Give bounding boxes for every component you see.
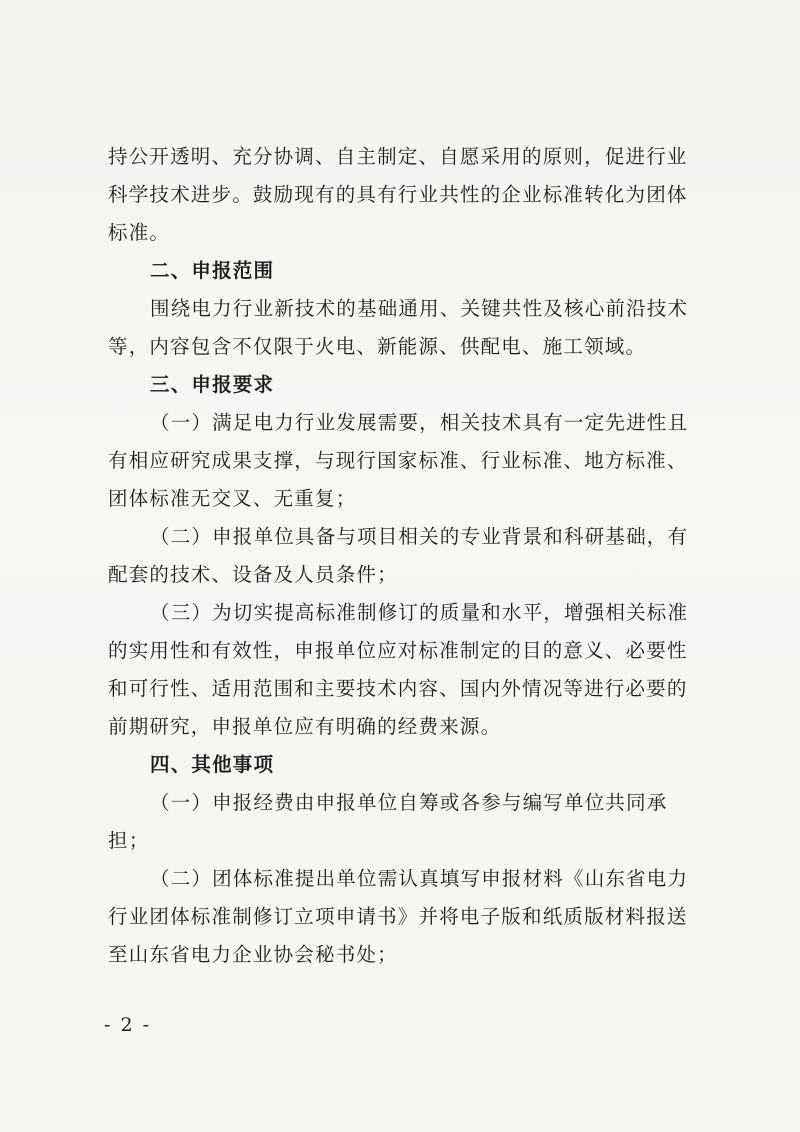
section-heading-other: 四、其他事项 bbox=[150, 753, 275, 776]
section-heading-requirements: 三、申报要求 bbox=[150, 373, 275, 396]
document-body bbox=[108, 138, 708, 974]
paragraph-scope: 围绕电力行业新技术的基础通用、关键共性及核心前沿技术等，内容包含不仅限于火电、新能源、供配电、施工领域。 bbox=[108, 297, 689, 358]
paragraph-other-2: （二）团体标准提出单位需认真填写申报材料《山东省电力行业团体标准制修订立项申请书》并将电子版和纸质版材料报送至山东省电力企业协会秘书处； bbox=[108, 867, 689, 966]
paragraph-requirement-1: （一）满足电力行业发展需要，相关技术具有一定先进性且有相应研究成果支撑，与现行国家标准、行业标准、地方标准、团体标准无交叉、无重复； bbox=[108, 411, 689, 510]
paragraph-other-1: （一）申报经费由申报单位自筹或各参与编写单位共同承担； bbox=[108, 791, 668, 852]
page-number: - 2 - bbox=[104, 1014, 152, 1036]
paragraph-intro: 持公开透明、充分协调、自主制定、自愿采用的原则，促进行业科学技术进步。鼓励现有的具有行业共性的企业标准转化为团体标准。 bbox=[108, 145, 688, 244]
paragraph-requirement-2: （二）申报单位具备与项目相关的专业背景和科研基础，有配套的技术、设备及人员条件； bbox=[108, 525, 689, 586]
paragraph-requirement-3: （三）为切实提高标准制修订的质量和水平，增强相关标准的实用性和有效性，申报单位应对标准制定的目的意义、必要性和可行性、适用范围和主要技术内容、国内外情况等进行必要的前期研究，申报单位应有明确的经费来源。 bbox=[108, 601, 689, 738]
section-heading-scope: 二、申报范围 bbox=[150, 259, 275, 282]
